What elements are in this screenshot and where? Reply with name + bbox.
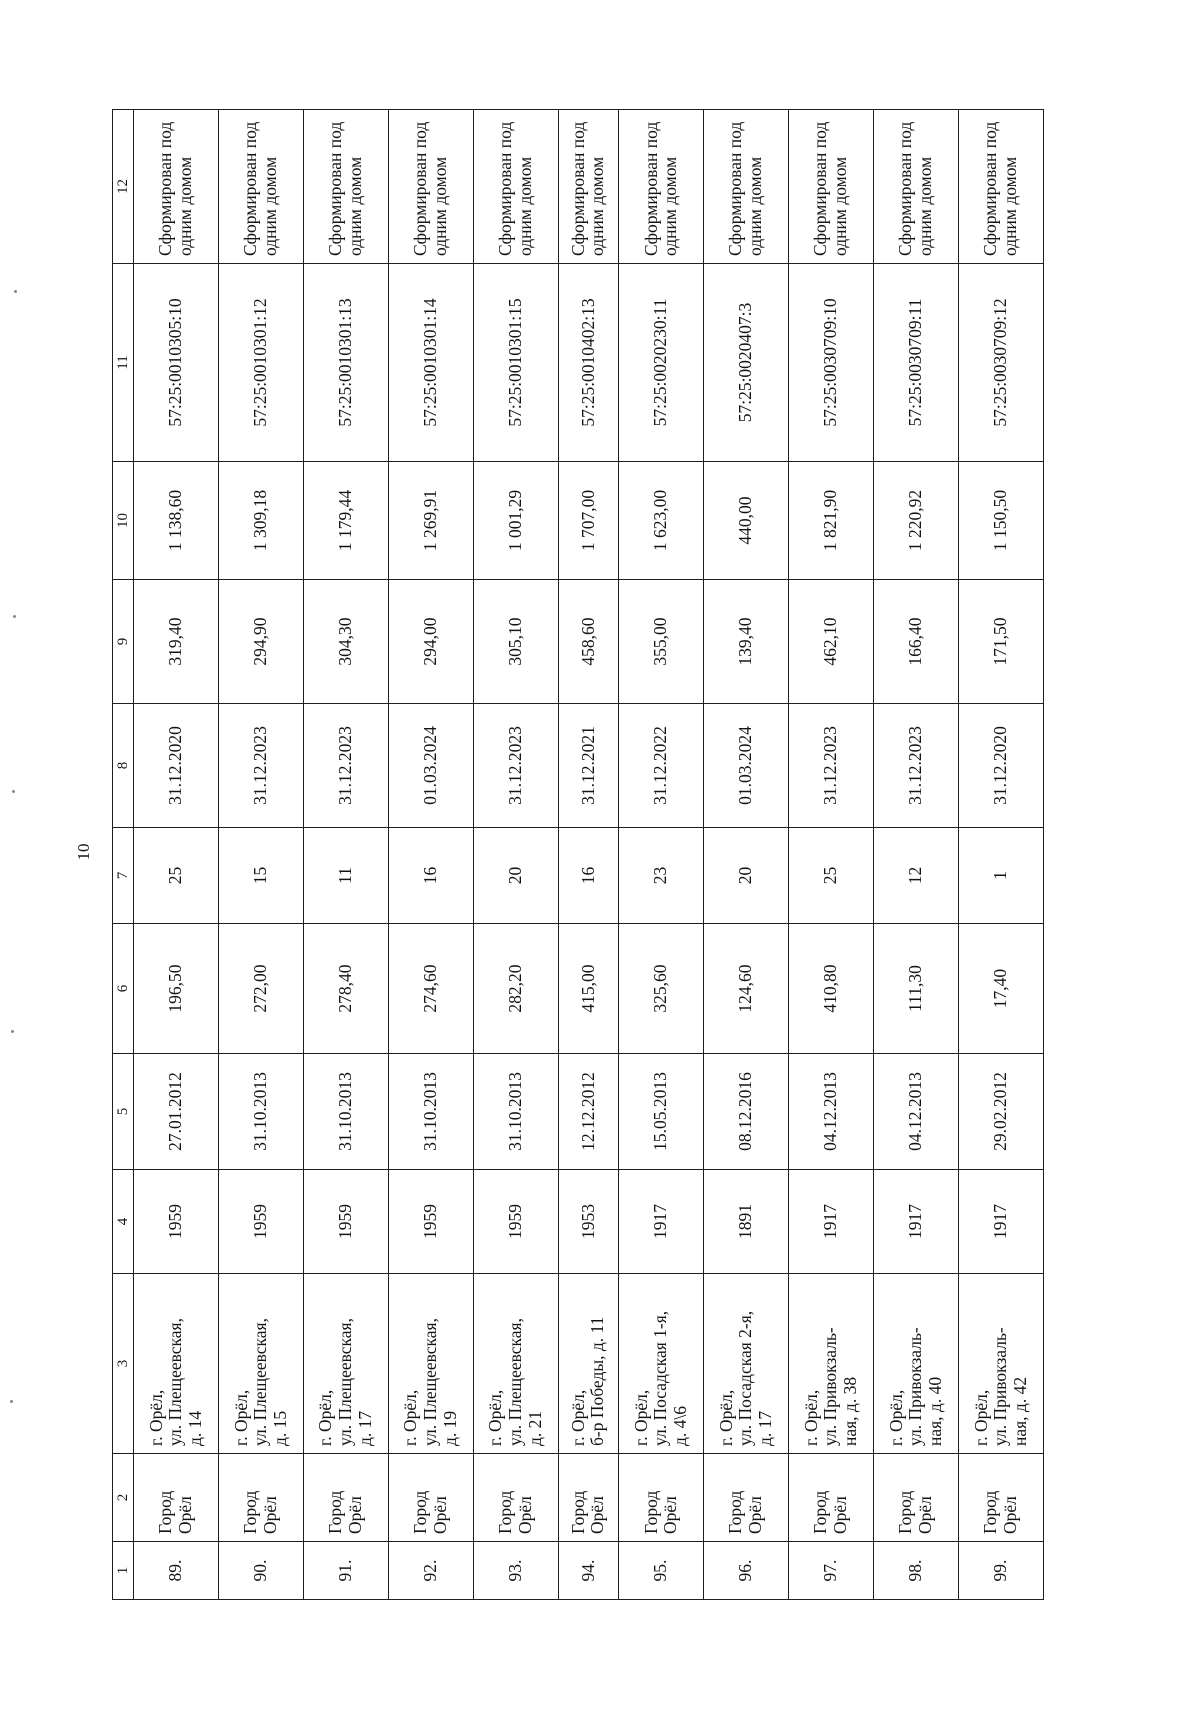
area-cell: 415,00 <box>558 924 618 1054</box>
scan-speck <box>12 790 15 793</box>
address-line: г. Орёл, <box>145 1389 166 1446</box>
date-cell: 31.12.2020 <box>134 704 219 828</box>
column-number: 4 <box>113 1170 134 1274</box>
area-cell: 166,40 <box>874 580 959 704</box>
city-cell: Город Орёл <box>958 1454 1043 1542</box>
area-cell: 139,40 <box>704 580 789 704</box>
city-cell: Город Орёл <box>303 1454 388 1542</box>
column-number-row <box>113 110 134 1600</box>
area-cell: 462,10 <box>789 580 874 704</box>
cadastral-number-cell: 57:25:0030709:11 <box>874 264 959 462</box>
area-cell: 294,90 <box>218 580 303 704</box>
date-cell: 08.12.2016 <box>704 1054 789 1170</box>
area-cell: 1 138,60 <box>134 462 219 580</box>
column-number: 8 <box>113 704 134 828</box>
area-cell: 274,60 <box>388 924 473 1054</box>
city-cell: Город Орёл <box>134 1454 219 1542</box>
date-cell: 31.12.2023 <box>789 704 874 828</box>
count-cell: 16 <box>558 828 618 924</box>
address-line: г. Орёл, <box>230 1389 251 1446</box>
status-cell: Сформирован под одним домом <box>558 110 618 264</box>
cadastral-number-cell: 57:25:0020230:11 <box>619 264 704 462</box>
area-cell: 1 707,00 <box>558 462 618 580</box>
area-cell: 272,00 <box>218 924 303 1054</box>
city-cell: Город Орёл <box>619 1454 704 1542</box>
page-number: 10 <box>74 843 93 861</box>
column-number: 1 <box>113 1542 134 1600</box>
cadastral-number-cell: 57:25:0010301:15 <box>473 264 558 462</box>
address-cell <box>958 1274 1043 1454</box>
column-number: 3 <box>113 1274 134 1454</box>
address-cell <box>134 1274 219 1454</box>
table-row <box>619 110 704 1600</box>
column-number: 12 <box>113 110 134 264</box>
area-cell: 458,60 <box>558 580 618 704</box>
date-cell: 31.12.2022 <box>619 704 704 828</box>
address-line: б-р Победы, д. 11 <box>587 1316 608 1446</box>
table-row <box>134 110 219 1600</box>
address-cell <box>874 1274 959 1454</box>
year-cell: 1959 <box>218 1170 303 1274</box>
area-cell: 1 821,90 <box>789 462 874 580</box>
address-line: д. 4\6 <box>669 1405 690 1446</box>
year-cell: 1917 <box>619 1170 704 1274</box>
table-body <box>113 110 1044 1600</box>
count-cell: 11 <box>303 828 388 924</box>
address-line: г. Орёл, <box>485 1389 506 1446</box>
column-number: 6 <box>113 924 134 1054</box>
cadastral-number-cell: 57:25:0010301:14 <box>388 264 473 462</box>
date-cell: 31.10.2013 <box>473 1054 558 1170</box>
table-row <box>388 110 473 1600</box>
status-cell: Сформирован под одним домом <box>958 110 1043 264</box>
address-line: д. 17 <box>354 1410 375 1446</box>
address-cell <box>473 1274 558 1454</box>
status-cell: Сформирован под одним домом <box>619 110 704 264</box>
row-number: 96. <box>704 1542 789 1600</box>
scan-speck <box>11 1030 14 1033</box>
count-cell: 16 <box>388 828 473 924</box>
address-line: ул. Посадская 2-я, <box>735 1310 756 1446</box>
date-cell: 31.12.2020 <box>958 704 1043 828</box>
address-line: г. Орёл, <box>970 1389 991 1446</box>
city-cell: Город Орёл <box>874 1454 959 1542</box>
year-cell: 1917 <box>958 1170 1043 1274</box>
area-cell: 278,40 <box>303 924 388 1054</box>
area-cell: 304,30 <box>303 580 388 704</box>
count-cell: 15 <box>218 828 303 924</box>
column-number: 2 <box>113 1454 134 1542</box>
address-line: д. 15 <box>269 1410 290 1446</box>
count-cell: 25 <box>134 828 219 924</box>
area-cell: 171,50 <box>958 580 1043 704</box>
address-line: ул. Плещеевская, <box>420 1318 441 1446</box>
cadastral-number-cell: 57:25:0030709:12 <box>958 264 1043 462</box>
city-cell: Город Орёл <box>704 1454 789 1542</box>
year-cell: 1959 <box>473 1170 558 1274</box>
date-cell: 01.03.2024 <box>704 704 789 828</box>
row-number: 97. <box>789 1542 874 1600</box>
count-cell: 12 <box>874 828 959 924</box>
address-cell <box>218 1274 303 1454</box>
cadastral-number-cell: 57:25:0020407:3 <box>704 264 789 462</box>
address-line: ул. Плещеевская, <box>335 1318 356 1446</box>
area-cell: 294,00 <box>388 580 473 704</box>
address-cell <box>789 1274 874 1454</box>
address-line: ул. Посадская 1-я, <box>650 1310 671 1446</box>
date-cell: 31.12.2023 <box>303 704 388 828</box>
address-line: ул. Привокзаль- <box>905 1327 926 1446</box>
area-cell: 1 309,18 <box>218 462 303 580</box>
column-number: 10 <box>113 462 134 580</box>
table-row <box>558 110 618 1600</box>
area-cell: 124,60 <box>704 924 789 1054</box>
rotated-table-wrapper <box>112 110 1044 1600</box>
address-line: г. Орёл, <box>885 1389 906 1446</box>
table-row <box>874 110 959 1600</box>
date-cell: 31.12.2021 <box>558 704 618 828</box>
scan-speck <box>14 290 17 293</box>
address-line: г. Орёл, <box>715 1389 736 1446</box>
year-cell: 1959 <box>134 1170 219 1274</box>
area-cell: 1 179,44 <box>303 462 388 580</box>
date-cell: 12.12.2012 <box>558 1054 618 1170</box>
date-cell: 01.03.2024 <box>388 704 473 828</box>
row-number: 91. <box>303 1542 388 1600</box>
address-cell <box>704 1274 789 1454</box>
date-cell: 27.01.2012 <box>134 1054 219 1170</box>
city-cell: Город Орёл <box>218 1454 303 1542</box>
date-cell: 04.12.2013 <box>874 1054 959 1170</box>
area-cell: 196,50 <box>134 924 219 1054</box>
count-cell: 20 <box>473 828 558 924</box>
date-cell: 31.10.2013 <box>303 1054 388 1170</box>
column-number: 7 <box>113 828 134 924</box>
address-line: ул. Привокзаль- <box>990 1327 1011 1446</box>
table-row <box>789 110 874 1600</box>
row-number: 99. <box>958 1542 1043 1600</box>
area-cell: 440,00 <box>704 462 789 580</box>
table-row <box>704 110 789 1600</box>
address-cell <box>388 1274 473 1454</box>
table-row <box>303 110 388 1600</box>
cadastral-number-cell: 57:25:0010301:13 <box>303 264 388 462</box>
area-cell: 319,40 <box>134 580 219 704</box>
count-cell: 25 <box>789 828 874 924</box>
area-cell: 1 150,50 <box>958 462 1043 580</box>
address-line: ул. Плещеевская, <box>504 1318 525 1446</box>
city-cell: Город Орёл <box>558 1454 618 1542</box>
city-cell: Город Орёл <box>789 1454 874 1542</box>
scan-speck <box>13 615 16 618</box>
column-number: 5 <box>113 1054 134 1170</box>
year-cell: 1917 <box>789 1170 874 1274</box>
address-line: г. Орёл, <box>400 1389 421 1446</box>
address-line: г. Орёл, <box>567 1389 588 1446</box>
date-cell: 31.12.2023 <box>218 704 303 828</box>
row-number: 94. <box>558 1542 618 1600</box>
scan-speck <box>10 1400 13 1403</box>
cadastral-number-cell: 57:25:0010305:10 <box>134 264 219 462</box>
housing-table <box>112 109 1044 1600</box>
year-cell: 1953 <box>558 1170 618 1274</box>
cadastral-number-cell: 57:25:0010301:12 <box>218 264 303 462</box>
cadastral-number-cell: 57:25:0010402:13 <box>558 264 618 462</box>
area-cell: 410,80 <box>789 924 874 1054</box>
address-line: г. Орёл, <box>630 1389 651 1446</box>
area-cell: 111,30 <box>874 924 959 1054</box>
year-cell: 1891 <box>704 1170 789 1274</box>
count-cell: 23 <box>619 828 704 924</box>
address-line: д. 19 <box>439 1410 460 1446</box>
address-cell <box>558 1274 618 1454</box>
area-cell: 1 269,91 <box>388 462 473 580</box>
address-line: г. Орёл, <box>800 1389 821 1446</box>
area-cell: 305,10 <box>473 580 558 704</box>
address-line: ул. Плещеевская, <box>250 1318 271 1446</box>
row-number: 92. <box>388 1542 473 1600</box>
date-cell: 31.12.2023 <box>473 704 558 828</box>
row-number: 93. <box>473 1542 558 1600</box>
address-line: г. Орёл, <box>315 1389 336 1446</box>
table-row <box>218 110 303 1600</box>
table-row <box>473 110 558 1600</box>
city-cell: Город Орёл <box>388 1454 473 1542</box>
area-cell: 17,40 <box>958 924 1043 1054</box>
address-cell <box>303 1274 388 1454</box>
area-cell: 355,00 <box>619 580 704 704</box>
status-cell: Сформирован под одним домом <box>218 110 303 264</box>
city-cell: Город Орёл <box>473 1454 558 1542</box>
count-cell: 1 <box>958 828 1043 924</box>
table-row <box>958 110 1043 1600</box>
cadastral-number-cell: 57:25:0030709:10 <box>789 264 874 462</box>
status-cell: Сформирован под одним домом <box>134 110 219 264</box>
date-cell: 29.02.2012 <box>958 1054 1043 1170</box>
status-cell: Сформирован под одним домом <box>874 110 959 264</box>
date-cell: 15.05.2013 <box>619 1054 704 1170</box>
area-cell: 1 220,92 <box>874 462 959 580</box>
status-cell: Сформирован под одним домом <box>303 110 388 264</box>
row-number: 98. <box>874 1542 959 1600</box>
area-cell: 282,20 <box>473 924 558 1054</box>
address-line: д. 17 <box>754 1410 775 1446</box>
address-line: д. 14 <box>184 1410 205 1446</box>
address-cell <box>619 1274 704 1454</box>
address-line: ул. Плещеевская, <box>165 1318 186 1446</box>
column-number: 11 <box>113 264 134 462</box>
date-cell: 04.12.2013 <box>789 1054 874 1170</box>
row-number: 95. <box>619 1542 704 1600</box>
year-cell: 1959 <box>303 1170 388 1274</box>
address-line: д. 21 <box>524 1410 545 1446</box>
row-number: 89. <box>134 1542 219 1600</box>
address-line: ул. Привокзаль- <box>820 1327 841 1446</box>
area-cell: 325,60 <box>619 924 704 1054</box>
year-cell: 1959 <box>388 1170 473 1274</box>
date-cell: 31.12.2023 <box>874 704 959 828</box>
area-cell: 1 623,00 <box>619 462 704 580</box>
status-cell: Сформирован под одним домом <box>789 110 874 264</box>
address-line: ная, д. 38 <box>839 1376 860 1446</box>
status-cell: Сформирован под одним домом <box>473 110 558 264</box>
date-cell: 31.10.2013 <box>388 1054 473 1170</box>
date-cell: 31.10.2013 <box>218 1054 303 1170</box>
address-line: ная, д. 42 <box>1009 1376 1030 1446</box>
status-cell: Сформирован под одним домом <box>388 110 473 264</box>
row-number: 90. <box>218 1542 303 1600</box>
count-cell: 20 <box>704 828 789 924</box>
status-cell: Сформирован под одним домом <box>704 110 789 264</box>
year-cell: 1917 <box>874 1170 959 1274</box>
address-line: ная, д. 40 <box>924 1376 945 1446</box>
area-cell: 1 001,29 <box>473 462 558 580</box>
column-number: 9 <box>113 580 134 704</box>
